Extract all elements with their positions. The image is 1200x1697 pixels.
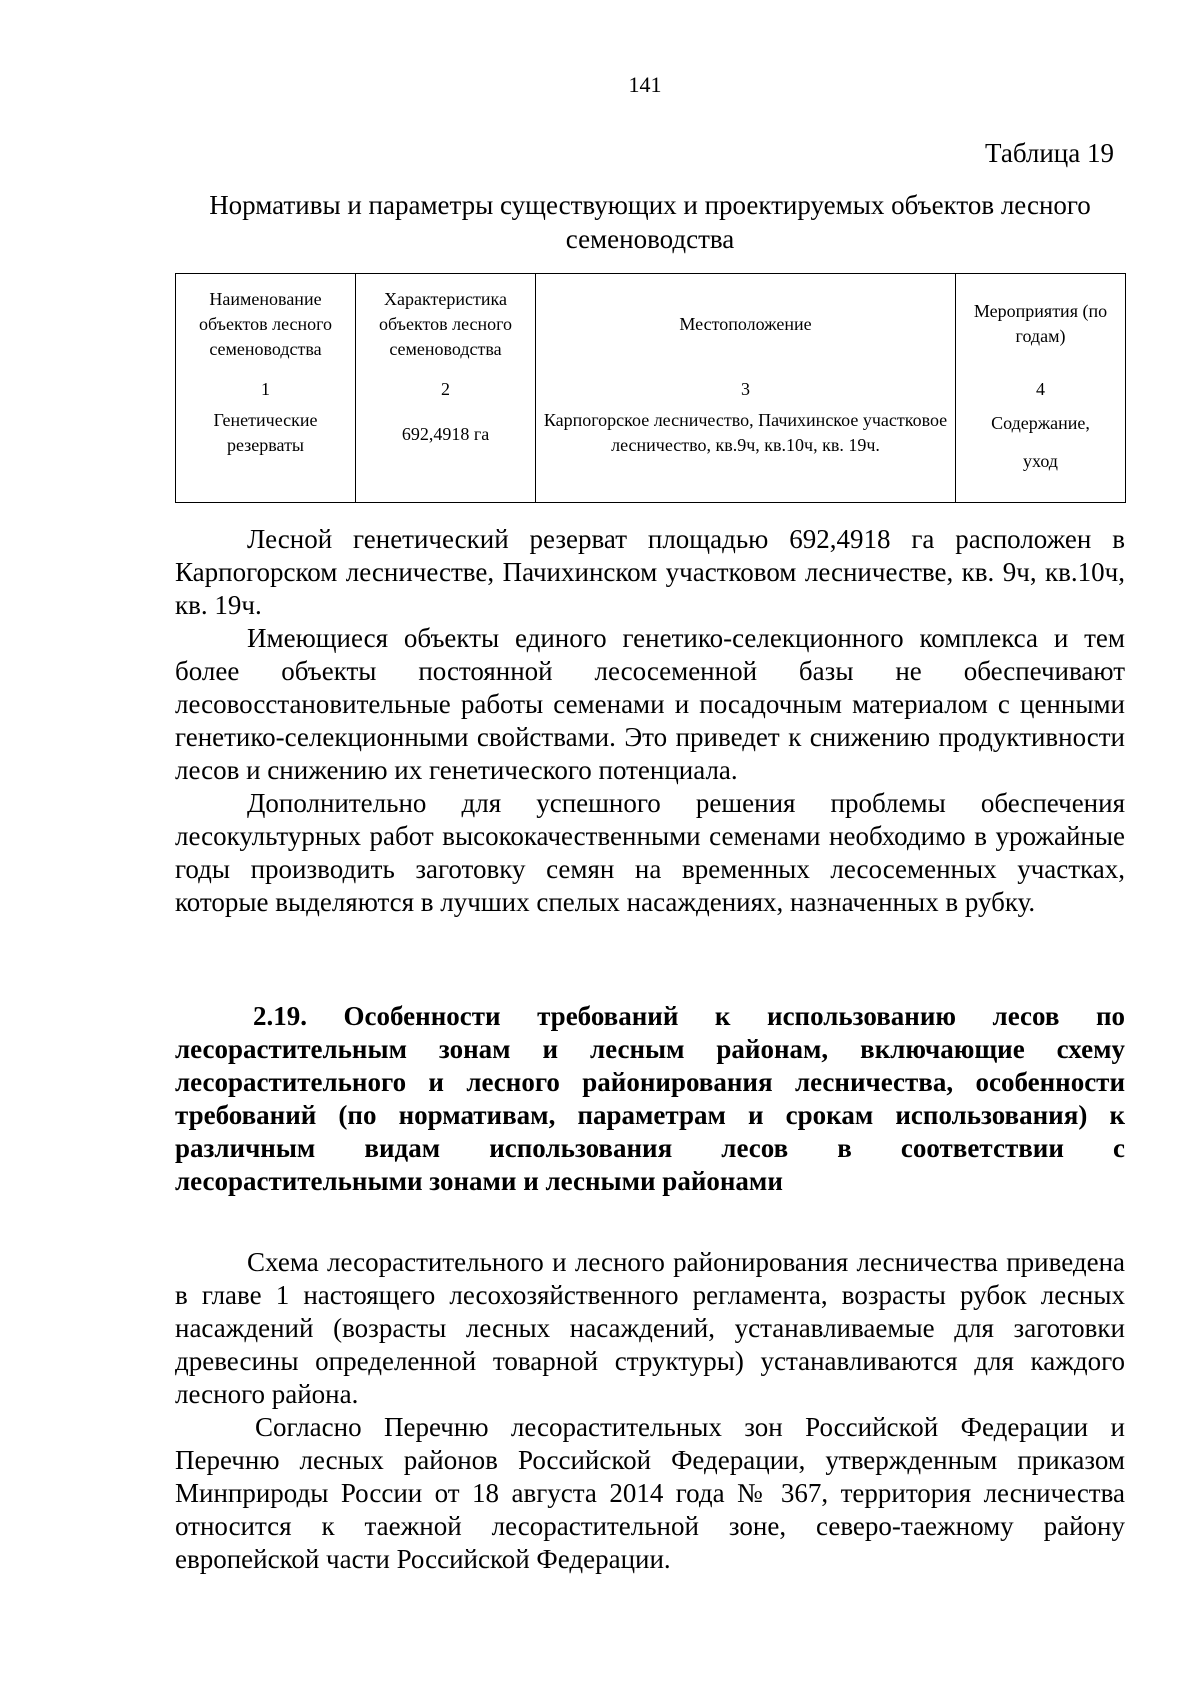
- column-number-1: 1: [176, 374, 356, 404]
- section-heading-block: [175, 1000, 1125, 1198]
- cell-characteristic: 692,4918 га: [356, 404, 536, 503]
- section-heading: 2.19. Особенности требований к использованию лесов по лесорастительным зонам и лесным районам, включающие схему лесорастительного и лесного районирования лесничества, особенности требований (по нормативам, параметрам и срокам использования) к различным видам использования лесов в соответствии с лесорастительными зонами и лесными районами: [175, 1001, 1125, 1196]
- header-location: Местоположение: [536, 274, 956, 375]
- paragraph: Дополнительно для успешного решения проблемы обеспечения лесокультурных работ высококачественными семенами необходимо в урожайные годы производить заготовку семян на временных лесосеменных участках, которые выделяются в лучших спелых насаждениях, назначенных в рубку.: [175, 788, 1125, 917]
- activity-line-1: Содержание,: [991, 413, 1090, 433]
- text-block-genetic-reserve: [175, 523, 1125, 919]
- table-caption: Таблица 19: [985, 138, 1114, 168]
- table-title: Нормативы и параметры существующих и проектируемых объектов лесного семеноводства: [209, 190, 1091, 254]
- cell-location: Карпогорское лесничество, Пачихинское участковое лесничество, кв.9ч, кв.10ч, кв. 19ч.: [536, 404, 956, 503]
- column-number-3: 3: [536, 374, 956, 404]
- table-column-numbers-row: [176, 374, 1126, 404]
- paragraph: Согласно Перечню лесорастительных зон Российской Федерации и Перечню лесных районов Российской Федерации, утвержденным приказом Минприроды России от 18 августа 2014 года № 367, территория лесничества относится к таежной лесорастительной зоне, северо-таежному району европейской части Российской Федерации.: [175, 1412, 1125, 1574]
- paragraph: Имеющиеся объекты единого генетико-селекционного комплекса и тем более объекты постоянной лесосеменной базы не обеспечивают лесовосстановительные работы семенами и посадочным материалом с ценными генетико-селекционными свойствами. Это приведет к снижению продуктивности лесов и снижению их генетического потенциала.: [175, 623, 1125, 785]
- cell-activities: [956, 404, 1126, 503]
- cell-object-name: Генетические резерваты: [176, 404, 356, 503]
- header-characteristic: Характеристика объектов лесного семеноводства: [356, 274, 536, 375]
- paragraph: Лесной генетический резерват площадью 692,4918 га расположен в Карпогорском лесничестве, Пачихинском участковом лесничестве, кв. 9ч, кв.10ч, кв. 19ч.: [175, 524, 1125, 620]
- header-activities: Мероприятия (по годам): [956, 274, 1126, 375]
- activity-line-2: уход: [1023, 451, 1058, 471]
- column-number-4: 4: [956, 374, 1126, 404]
- table-row: [176, 404, 1126, 503]
- seed-objects-table: [175, 273, 1126, 503]
- header-name: Наименование объектов лесного семеноводства: [176, 274, 356, 375]
- table-header-row: [176, 274, 1126, 375]
- column-number-2: 2: [356, 374, 536, 404]
- text-block-section-body: [175, 1246, 1125, 1576]
- paragraph: Схема лесорастительного и лесного районирования лесничества приведена в главе 1 настоящего лесохозяйственного регламента, возрасты рубок лесных насаждений (возрасты лесных насаждений, устанавливаемые для заготовки древесины определенной товарной структуры) устанавливаются для каждого лесного района.: [175, 1247, 1125, 1409]
- page-number: 141: [628, 72, 662, 97]
